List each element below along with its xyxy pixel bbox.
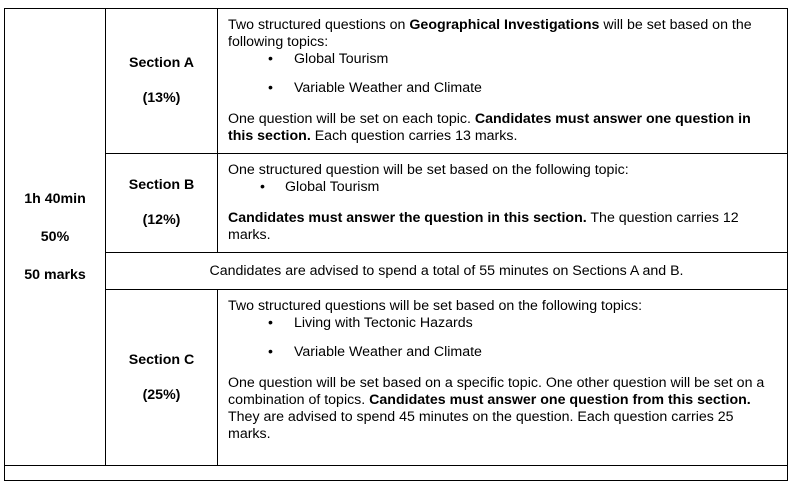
- bullet-icon: •: [268, 315, 273, 331]
- section-c-row: [5, 290, 788, 466]
- section-a-intro-emphasis: Geographical Investigations: [409, 17, 600, 33]
- exam-structure-table: [4, 8, 788, 481]
- section-b-intro: One structured question will be set based on the following topic:: [228, 162, 629, 178]
- next-row-cell: [5, 466, 788, 481]
- section-b-description: [218, 154, 788, 253]
- section-a-instruction: Candidates must answer one question in this section.: [228, 111, 751, 144]
- section-a-title: Section A: [129, 55, 194, 71]
- section-a-topic-list: [228, 51, 777, 97]
- section-a-note: One question will be set on each topic. Candidates must answer one question in this section. Each question carries 13 marks.: [228, 111, 751, 144]
- section-b-instruction: Candidates must answer the question in this section.: [228, 210, 587, 226]
- section-c-percent: (25%): [142, 386, 181, 403]
- section-a-description: [218, 9, 788, 154]
- section-b-topic-1: • Global Tourism: [260, 179, 380, 195]
- paper-duration: 1h 40min: [24, 191, 86, 207]
- section-b-percent: (12%): [142, 212, 181, 228]
- section-c-topic-list: [228, 315, 777, 361]
- section-b-title: Section B: [128, 177, 195, 193]
- section-c-instruction: Candidates must answer one question from this section.: [369, 392, 751, 408]
- section-b-row: [5, 154, 788, 253]
- section-c-topic-1: • Living with Tectonic Hazards: [268, 315, 473, 331]
- section-a-topic-2: • Variable Weather and Climate: [268, 80, 482, 96]
- section-c-title: Section C: [128, 351, 195, 368]
- bullet-icon: •: [268, 80, 273, 96]
- section-c-topic-2: • Variable Weather and Climate: [268, 344, 482, 360]
- section-a-intro: Two structured questions on Geographical Investigations will be set based on the following topics:: [228, 17, 752, 50]
- time-advice: Candidates are advised to spend a total of 55 minutes on Sections A and B.: [106, 253, 788, 290]
- paper-marks: 50 marks: [24, 267, 86, 283]
- next-row-partial: [5, 466, 788, 481]
- section-c-note: One question will be set based on a specific topic. One other question will be set on a combination of topics. Candidates must answer one question from this section. They are advised to spend 45 minutes on the question. Each question carries 25 marks.: [228, 375, 765, 442]
- section-a-label-cell: [106, 9, 218, 154]
- section-a-topic-1: • Global Tourism: [268, 51, 389, 67]
- section-c-description: [218, 290, 788, 466]
- advice-row: [5, 253, 788, 290]
- section-c-intro: Two structured questions will be set based on the following topics:: [228, 298, 643, 314]
- section-b-note: Candidates must answer the question in this section. The question carries 12 marks.: [228, 210, 739, 243]
- section-c-label-cell: [106, 290, 218, 466]
- paper-weight: 50%: [40, 229, 70, 245]
- section-a-percent: (13%): [142, 90, 181, 106]
- bullet-icon: •: [260, 179, 265, 195]
- section-b-label-cell: [106, 154, 218, 253]
- bullet-icon: •: [268, 344, 273, 360]
- paper-time-cell: [5, 9, 106, 466]
- bullet-icon: •: [268, 51, 273, 67]
- section-b-topic-list: [228, 179, 777, 196]
- section-a-row: [5, 9, 788, 154]
